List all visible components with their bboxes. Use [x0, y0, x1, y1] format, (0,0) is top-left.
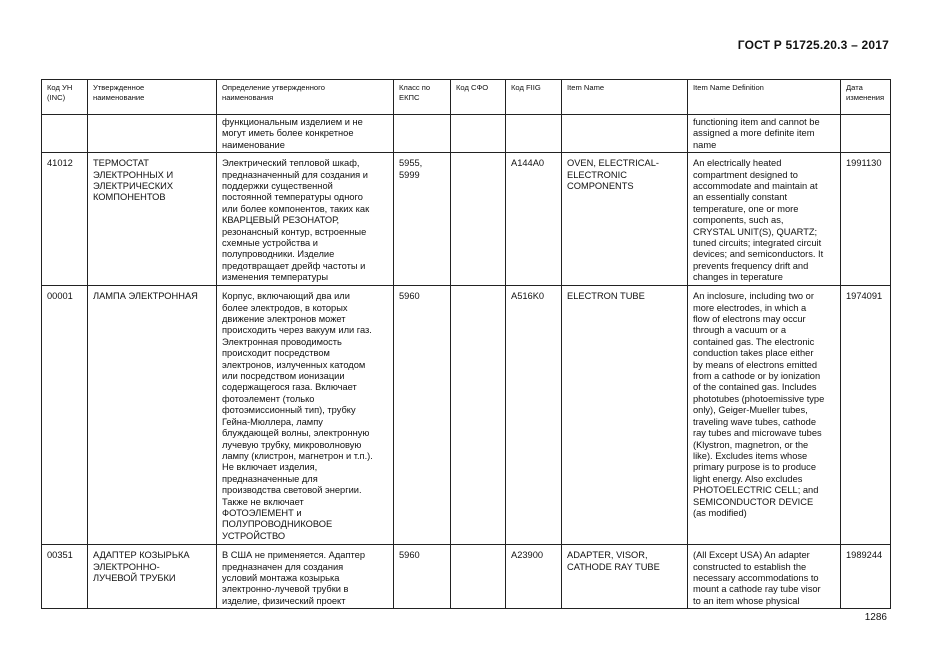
text-line: блуждающей волны, электронную [222, 428, 370, 439]
text-line: резонансный контур, встроенные [222, 226, 367, 237]
cell-change-date [841, 153, 891, 286]
text-line: Код FIIG [511, 83, 541, 92]
text-line: from a cathode or by ionization [693, 371, 821, 382]
text-line: of the contained gas. Includes [693, 382, 817, 393]
table-row [42, 286, 891, 545]
cell-definition [217, 153, 394, 286]
cell-definition [217, 545, 394, 609]
text-line: changes in teperature [693, 272, 783, 283]
cell-item-name [562, 286, 688, 545]
cell-approved-name [88, 286, 217, 545]
text-line: поддержки существенной [222, 181, 333, 192]
text-line: Утвержденное [93, 83, 145, 92]
text-line: functioning item and cannot be [693, 117, 820, 127]
cell-approved-name [88, 153, 217, 286]
col-header-inc-code [42, 80, 88, 115]
cell-fiig-code [506, 545, 562, 609]
table-row [42, 545, 891, 609]
cell-approved-name [88, 545, 217, 609]
cell-definition [217, 286, 394, 545]
text-line: necessary accommodations to [693, 573, 819, 584]
text-line: A144A0 [511, 158, 545, 169]
text-line: лучевую трубку, микроволновую [222, 439, 362, 450]
cell-item-name-definition [688, 286, 841, 545]
cell-fiig-code [506, 153, 562, 286]
text-line: Гейна-Мюллера, лампу [222, 416, 323, 427]
text-line: conduction takes place either [693, 348, 814, 359]
text-line: A23900 [511, 550, 544, 561]
text-line: более электродов, в которых [222, 302, 348, 313]
text-line: наименование [93, 93, 145, 102]
text-line: содержащегося газа. Включает [222, 382, 357, 393]
text-line: лампу (клистрон, магнетрон и т.п.). [222, 450, 373, 461]
table-header [42, 80, 891, 115]
text-line: components, such as, [693, 215, 784, 226]
text-line: constructed to establish the [693, 561, 807, 572]
text-line: предназначенные для [222, 473, 318, 484]
text-line: 5960 [399, 550, 420, 561]
cell-fiig-code [506, 286, 562, 545]
text-line: An inclosure, including two or [693, 291, 814, 302]
text-line: ray tubes and microwave tubes [693, 428, 822, 439]
text-line: (as modified) [693, 507, 747, 518]
text-line: 5960 [399, 291, 420, 302]
text-line: ЭЛЕКТРОННЫХ И [93, 169, 174, 180]
text-line: (All Except USA) An adapter [693, 550, 810, 561]
cell-fiig-code [506, 115, 562, 153]
text-line: могут иметь более конкретное [222, 128, 354, 139]
text-line: В США не применяется. Адаптер [222, 550, 366, 561]
text-line: prevents frequency drift and [693, 260, 809, 271]
text-line: фотоэмиссионный тип), трубку [222, 405, 356, 416]
text-line: происходить через вакуум или газ. [222, 325, 372, 336]
text-line: ELECTRONIC [567, 169, 627, 180]
cell-ekps-class [394, 286, 451, 545]
text-line: PHOTOELECTRIC CELL; and [693, 485, 819, 496]
text-line: предназначен для создания [222, 561, 344, 572]
text-line: temperature, one or more [693, 203, 799, 214]
text-line: SEMICONDUCTOR DEVICE [693, 496, 814, 507]
text-line: A516K0 [511, 291, 545, 302]
text-line: 41012 [47, 158, 73, 169]
text-line: фотоэлемент (только [222, 393, 315, 404]
text-line: или посредством ионизации [222, 371, 345, 382]
text-line: Item Name [567, 83, 605, 92]
text-line: ТЕРМОСТАТ [93, 158, 149, 169]
text-line: an essentially constant [693, 192, 788, 203]
text-line: КВАРЦЕВЫЙ РЕЗОНАТОР, [222, 215, 340, 226]
text-line: OVEN, ELECTRICAL- [567, 158, 659, 169]
cell-change-date [841, 545, 891, 609]
cell-item-name-definition [688, 153, 841, 286]
text-line: phototubes (photoemissive type [693, 393, 825, 404]
table-row [42, 153, 891, 286]
text-line: 1989244 [846, 550, 883, 561]
cell-inc-code [42, 545, 88, 609]
text-line: flow of electrons may occur [693, 314, 806, 325]
header-row [42, 80, 891, 115]
text-line: Не включает изделия, [222, 462, 318, 473]
cell-change-date [841, 286, 891, 545]
text-line: 00351 [47, 550, 73, 561]
text-line: КОМПОНЕНТОВ [93, 192, 166, 203]
text-line: like). Excludes items whose [693, 450, 808, 461]
cell-sfo-code [451, 153, 506, 286]
cell-item-name-definition [688, 115, 841, 153]
cell-sfo-code [451, 115, 506, 153]
text-line: изменения температуры [222, 272, 329, 283]
col-header-change-date [841, 80, 891, 115]
cell-approved-name [88, 115, 217, 153]
col-header-sfo-code [451, 80, 506, 115]
text-line: Дата [846, 83, 863, 92]
text-line: light energy. Also excludes [693, 473, 803, 484]
text-line: traveling wave tubes, cathode [693, 416, 817, 427]
text-line: ФОТОЭЛЕМЕНТ и [222, 507, 302, 518]
text-line: compartment designed to [693, 169, 798, 180]
cell-ekps-class [394, 545, 451, 609]
text-line: tuned circuits; integrated circuit [693, 238, 822, 249]
col-header-item-name-definition [688, 80, 841, 115]
text-line: ЛАМПА ЭЛЕКТРОННАЯ [93, 291, 198, 302]
text-line: 1974091 [846, 291, 883, 302]
text-line: through a vacuum or a [693, 325, 787, 336]
cell-ekps-class [394, 115, 451, 153]
text-line: изменения [846, 93, 885, 102]
text-line: электронно-лучевой трубки в [222, 584, 349, 595]
text-line: Определение утвержденного [222, 83, 325, 92]
text-line: Корпус, включающий два или [222, 291, 350, 302]
text-line: ЭЛЕКТРИЧЕСКИХ [93, 181, 174, 192]
text-line: assigned a more definite item [693, 128, 815, 139]
text-line: предназначенный для создания и [222, 169, 368, 180]
text-line: COMPONENTS [567, 181, 634, 192]
text-line: 00001 [47, 291, 73, 302]
text-line: Электронная проводимость [222, 336, 342, 347]
text-line: to an item whose physical [693, 595, 800, 606]
text-line: contained gas. The electronic [693, 336, 815, 347]
text-line: 5955, [399, 158, 423, 169]
text-line: CRYSTAL UNIT(S), QUARTZ; [693, 226, 818, 237]
text-line: наименование [222, 139, 285, 150]
text-line: ЭЛЕКТРОННО- [93, 561, 160, 572]
col-header-ekps-class [394, 80, 451, 115]
text-line: АДАПТЕР КОЗЫРЬКА [93, 550, 190, 561]
text-line: accommodate and maintain at [693, 181, 818, 192]
text-line: 5999 [399, 169, 420, 180]
col-header-item-name [562, 80, 688, 115]
col-header-approved-name [88, 80, 217, 115]
text-line: функциональным изделием и не [222, 117, 363, 127]
text-line: ADAPTER, VISOR, [567, 550, 648, 561]
document-code: ГОСТ Р 51725.20.3 – 2017 [737, 38, 889, 52]
text-line: CATHODE RAY TUBE [567, 561, 660, 572]
cell-definition [217, 115, 394, 153]
text-line: only), Geiger-Mueller tubes, [693, 405, 808, 416]
text-line: 1991130 [846, 158, 882, 169]
col-header-fiig-code [506, 80, 562, 115]
table-body [42, 115, 891, 609]
table-row [42, 115, 891, 153]
text-line: Код СФО [456, 83, 489, 92]
standard-table [41, 79, 891, 609]
cell-sfo-code [451, 286, 506, 545]
text-line: Код УН [47, 83, 73, 92]
text-line: схемные устройства и [222, 238, 318, 249]
cell-inc-code [42, 286, 88, 545]
text-line: производства световой энергии. [222, 485, 362, 496]
cell-sfo-code [451, 545, 506, 609]
text-line: происходит посредством [222, 348, 330, 359]
text-line: ЛУЧЕВОЙ ТРУБКИ [93, 573, 176, 584]
text-line: (INC) [47, 93, 66, 102]
cell-ekps-class [394, 153, 451, 286]
text-line: или более компонентов, таких как [222, 203, 370, 214]
text-line: by means of electrons emitted [693, 359, 818, 370]
cell-item-name [562, 153, 688, 286]
cell-item-name [562, 115, 688, 153]
text-line: условий монтажа козырька [222, 573, 340, 584]
text-line: электронов, излученных катодом [222, 359, 366, 370]
page-number: 1286 [864, 612, 887, 623]
text-line: Электрический тепловой шкаф, [222, 158, 360, 169]
cell-item-name [562, 545, 688, 609]
text-line: mount a cathode ray tube visor [693, 584, 821, 595]
text-line: полупроводники. Изделие [222, 249, 335, 260]
text-line: An electrically heated [693, 158, 782, 169]
text-line: ЕКПС [399, 93, 420, 102]
text-line: изделие, физический проект [222, 595, 346, 606]
text-line: Класс по [399, 83, 431, 92]
cell-inc-code [42, 115, 88, 153]
text-line: more electrodes, in which a [693, 302, 807, 313]
text-line: УСТРОЙСТВО [222, 530, 286, 541]
text-line: движение электронов может [222, 314, 346, 325]
text-line: Также не включает [222, 496, 304, 507]
text-line: devices; and semiconductors. It [693, 249, 824, 260]
text-line: предотвращает дрейф частоты и [222, 260, 366, 271]
text-line: ELECTRON TUBE [567, 291, 645, 302]
text-line: наименования [222, 93, 274, 102]
text-line: постоянной температуры одного [222, 192, 363, 203]
cell-inc-code [42, 153, 88, 286]
cell-change-date [841, 115, 891, 153]
text-line: primary purpose is to produce [693, 462, 816, 473]
cell-item-name-definition [688, 545, 841, 609]
text-line: name [693, 139, 717, 150]
col-header-definition [217, 80, 394, 115]
text-line: ПОЛУПРОВОДНИКОВОЕ [222, 519, 333, 530]
text-line: Item Name Definition [693, 83, 764, 92]
text-line: (Klystron, magnetron, or the [693, 439, 809, 450]
